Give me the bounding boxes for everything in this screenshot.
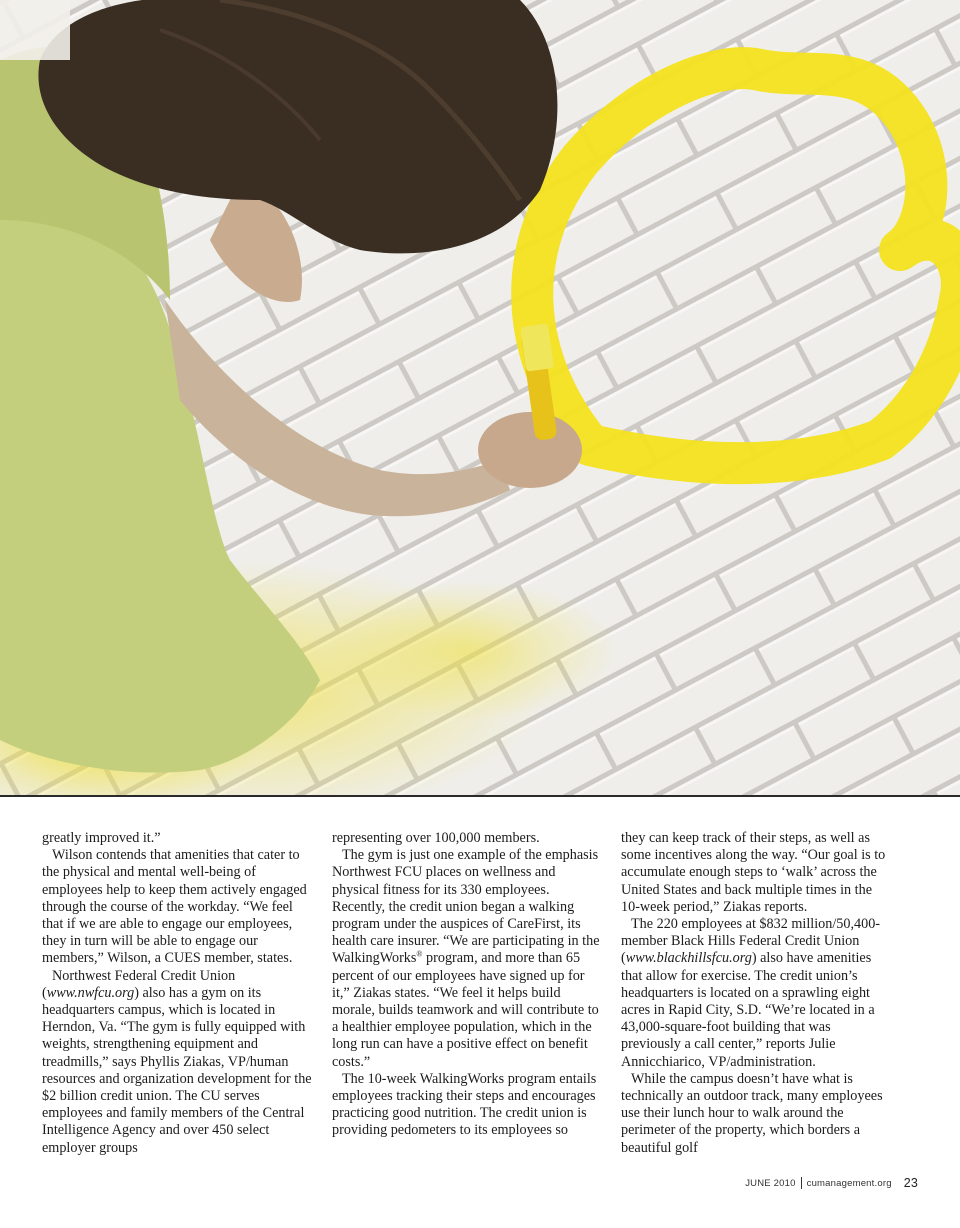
link-nwfcu[interactable]: www.nwfcu.org (46, 984, 135, 1001)
article-body (42, 830, 888, 1156)
site-url[interactable]: cumanagement.org (806, 1177, 892, 1189)
article-column-1 (42, 830, 312, 1157)
link-blackhillsfcu[interactable]: www.blackhillsfcu.org (625, 950, 752, 967)
article-column-2 (332, 830, 602, 1140)
text-run: ) also has a gym on its headquarters campus, which is located in Herndon, Va. “The gym is fully equipped with weights, strengthening equipment and treadmills,” says Phyllis Ziakas, VP/human resources and organization development for the $2 billion credit union. The CU serves employees and family members of the Central Intelligence Agency and over 450 select employer groups (42, 984, 312, 1156)
paragraph: representing over 100,000 members. (332, 830, 540, 846)
article-column-3 (621, 830, 891, 1157)
text-run: ) also have amenities that allow for exercise. The credit union’s headquarters is located on a sprawling eight acres in Rapid City, S.D. “We’re located in a 43,000-square-foot building that was previously a call center,” reports Julie Annicchiarico, VP/administration. (621, 950, 875, 1070)
page-footer (745, 1175, 918, 1191)
page-number: 23 (903, 1176, 918, 1190)
paragraph (621, 916, 891, 1071)
paragraph: they can keep track of their steps, as well as some incentives along the way. “Our goal is to accumulate enough steps to ‘walk’ across the United States and back multiple times in the 10-week period,” Ziakas reports. (621, 830, 886, 915)
text-run: Northwest Federal Credit Union ( (42, 967, 236, 1001)
paragraph: greatly improved it.” (42, 830, 161, 846)
paragraph: Wilson contends that amenities that cater to the physical and mental well-being of employees help to keep them actively engaged through the course of the workday. “We feel that if we are able to engage our employees, they in turn will be able to engage our members,” Wilson, a CUES member, states. (42, 847, 307, 967)
text-run: The 220 employees at $832 million/50,400-member Black Hills Federal Credit Union ( (621, 916, 881, 967)
paragraph: While the campus doesn’t have what is technically an outdoor track, many employees use their lunch hour to walk around the perimeter of the property, which borders a beautiful golf (621, 1070, 883, 1156)
paragraph: The 10-week WalkingWorks program entails employees tracking their steps and encourages practicing good nutrition. The credit union is providing pedometers to its employees so (332, 1070, 597, 1139)
text-run: program, and more than 65 percent of our employees have signed up for it,” Ziakas states. “We feel it helps build morale, builds teamwork and will contribute to a healthier employee population, which in the long run can have a positive effect on benefit costs.” (332, 950, 599, 1070)
issue-date: JUNE 2010 (745, 1177, 796, 1189)
footer-divider (801, 1177, 802, 1189)
paragraph (332, 847, 602, 1071)
paragraph (42, 968, 312, 1157)
text-run: The gym is just one example of the emphasis Northwest FCU places on wellness and physical fitness for its 330 employees. Recently, the credit union began a walking program under the auspices of CareFirst, its health care insurer. “We are participating in the WalkingWorks (332, 847, 600, 967)
registered-mark: ® (416, 949, 423, 959)
